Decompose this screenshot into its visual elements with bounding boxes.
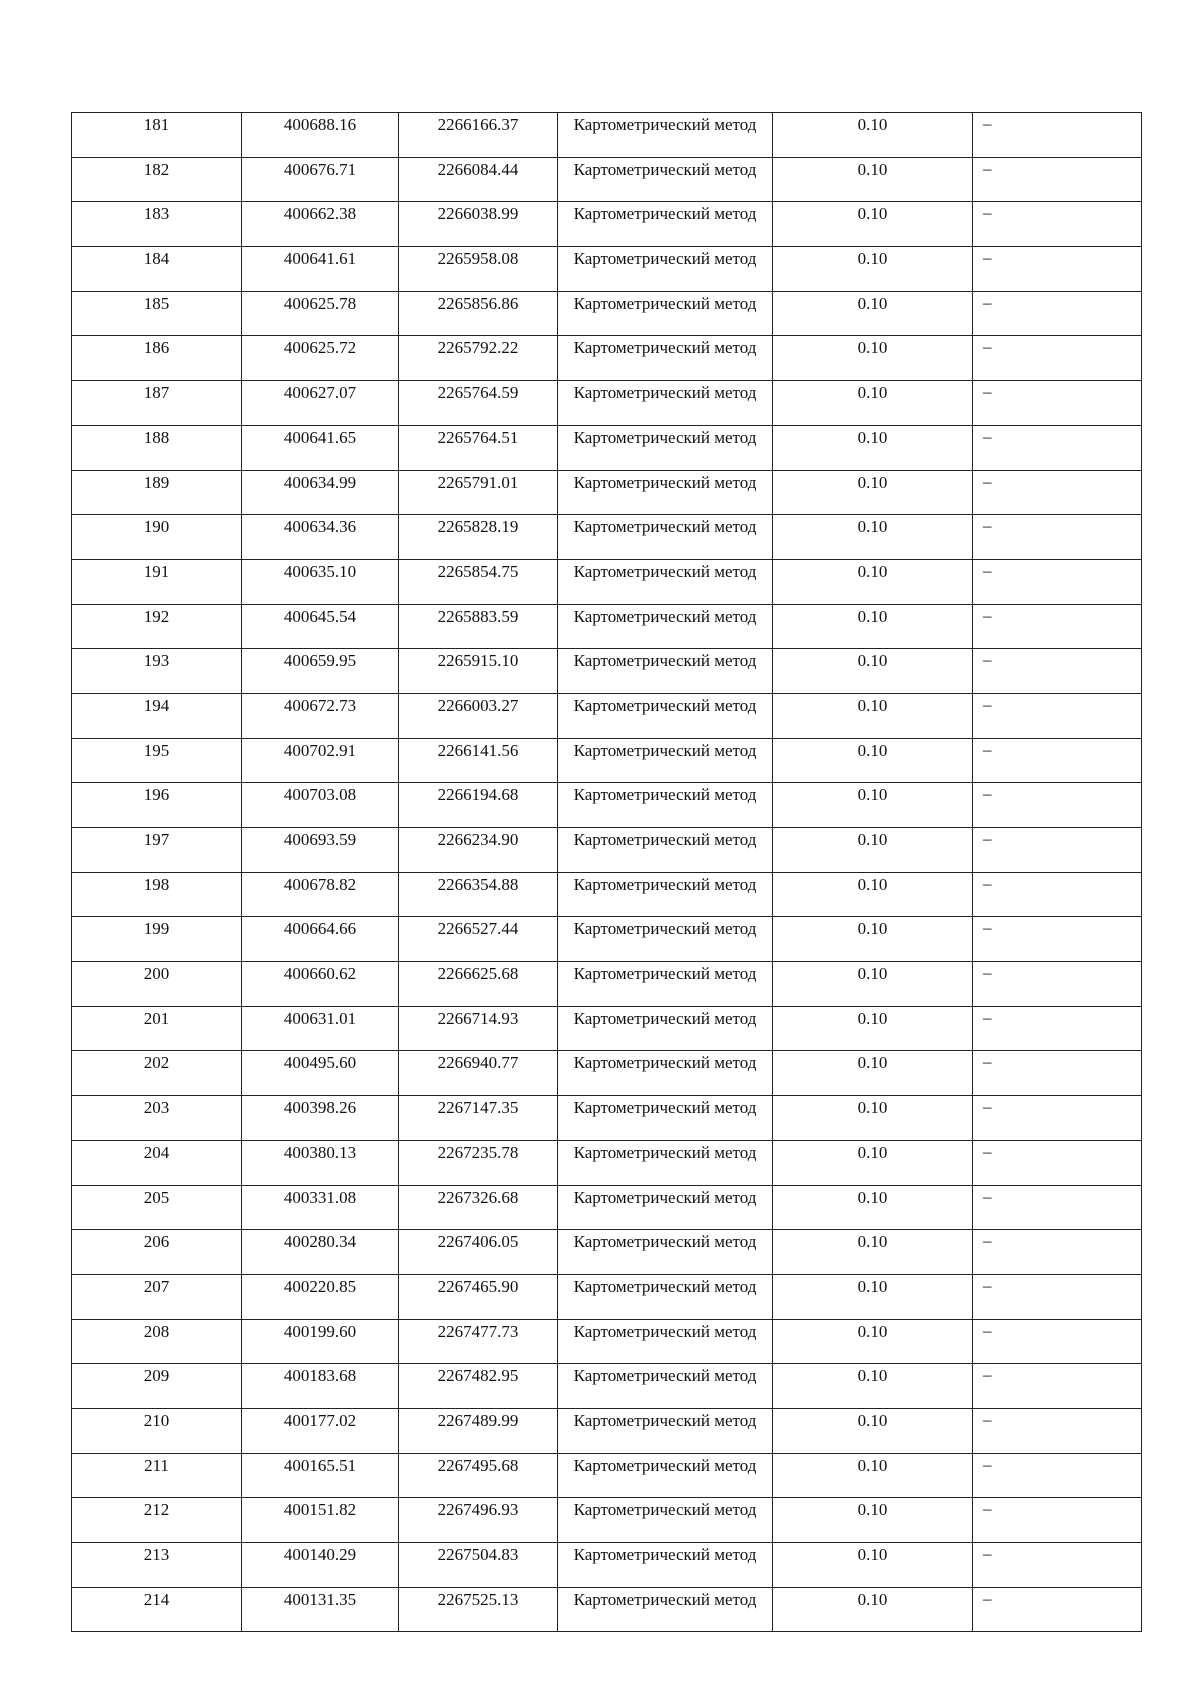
note-cell: – [973, 604, 1142, 649]
table-row [72, 381, 1142, 426]
y-coordinate-cell: 2266194.68 [399, 783, 558, 828]
x-coordinate-cell: 400693.59 [242, 828, 399, 873]
table-row [72, 157, 1142, 202]
method-cell: Картометрический метод [558, 872, 773, 917]
y-coordinate-cell: 2267482.95 [399, 1364, 558, 1409]
point-number-cell: 212 [72, 1498, 242, 1543]
note-cell: – [973, 828, 1142, 873]
precision-cell: 0.10 [773, 1364, 973, 1409]
y-coordinate-cell: 2266234.90 [399, 828, 558, 873]
table-row [72, 1364, 1142, 1409]
precision-cell: 0.10 [773, 693, 973, 738]
x-coordinate-cell: 400702.91 [242, 738, 399, 783]
table-row [72, 1230, 1142, 1275]
x-coordinate-cell: 400177.02 [242, 1408, 399, 1453]
method-cell: Картометрический метод [558, 1543, 773, 1588]
point-number-cell: 182 [72, 157, 242, 202]
method-cell: Картометрический метод [558, 1587, 773, 1632]
precision-cell: 0.10 [773, 604, 973, 649]
point-number-cell: 188 [72, 425, 242, 470]
coordinates-table-container [71, 112, 1141, 1632]
note-cell: – [973, 1230, 1142, 1275]
point-number-cell: 181 [72, 113, 242, 158]
table-row [72, 1587, 1142, 1632]
method-cell: Картометрический метод [558, 1096, 773, 1141]
x-coordinate-cell: 400199.60 [242, 1319, 399, 1364]
precision-cell: 0.10 [773, 113, 973, 158]
point-number-cell: 187 [72, 381, 242, 426]
precision-cell: 0.10 [773, 381, 973, 426]
precision-cell: 0.10 [773, 470, 973, 515]
table-row [72, 693, 1142, 738]
method-cell: Картометрический метод [558, 1364, 773, 1409]
note-cell: – [973, 381, 1142, 426]
point-number-cell: 204 [72, 1140, 242, 1185]
note-cell: – [973, 1543, 1142, 1588]
x-coordinate-cell: 400380.13 [242, 1140, 399, 1185]
table-row [72, 1096, 1142, 1141]
table-row [72, 1051, 1142, 1096]
y-coordinate-cell: 2265854.75 [399, 559, 558, 604]
method-cell: Картометрический метод [558, 425, 773, 470]
precision-cell: 0.10 [773, 828, 973, 873]
note-cell: – [973, 738, 1142, 783]
point-number-cell: 210 [72, 1408, 242, 1453]
note-cell: – [973, 291, 1142, 336]
method-cell: Картометрический метод [558, 738, 773, 783]
precision-cell: 0.10 [773, 1185, 973, 1230]
y-coordinate-cell: 2267465.90 [399, 1274, 558, 1319]
coordinates-table [71, 112, 1142, 1632]
method-cell: Картометрический метод [558, 470, 773, 515]
note-cell: – [973, 202, 1142, 247]
note-cell: – [973, 1185, 1142, 1230]
note-cell: – [973, 1006, 1142, 1051]
note-cell: – [973, 515, 1142, 560]
table-row [72, 425, 1142, 470]
method-cell: Картометрический метод [558, 783, 773, 828]
table-row [72, 247, 1142, 292]
method-cell: Картометрический метод [558, 157, 773, 202]
method-cell: Картометрический метод [558, 1408, 773, 1453]
precision-cell: 0.10 [773, 1140, 973, 1185]
x-coordinate-cell: 400659.95 [242, 649, 399, 694]
x-coordinate-cell: 400678.82 [242, 872, 399, 917]
method-cell: Картометрический метод [558, 1498, 773, 1543]
x-coordinate-cell: 400331.08 [242, 1185, 399, 1230]
point-number-cell: 202 [72, 1051, 242, 1096]
point-number-cell: 199 [72, 917, 242, 962]
x-coordinate-cell: 400631.01 [242, 1006, 399, 1051]
x-coordinate-cell: 400183.68 [242, 1364, 399, 1409]
note-cell: – [973, 1096, 1142, 1141]
point-number-cell: 184 [72, 247, 242, 292]
method-cell: Картометрический метод [558, 381, 773, 426]
y-coordinate-cell: 2266166.37 [399, 113, 558, 158]
precision-cell: 0.10 [773, 962, 973, 1007]
note-cell: – [973, 1319, 1142, 1364]
method-cell: Картометрический метод [558, 604, 773, 649]
x-coordinate-cell: 400131.35 [242, 1587, 399, 1632]
precision-cell: 0.10 [773, 1274, 973, 1319]
precision-cell: 0.10 [773, 559, 973, 604]
table-body [72, 113, 1142, 1632]
y-coordinate-cell: 2267504.83 [399, 1543, 558, 1588]
point-number-cell: 211 [72, 1453, 242, 1498]
x-coordinate-cell: 400664.66 [242, 917, 399, 962]
point-number-cell: 207 [72, 1274, 242, 1319]
precision-cell: 0.10 [773, 738, 973, 783]
table-row [72, 872, 1142, 917]
table-row [72, 291, 1142, 336]
x-coordinate-cell: 400641.65 [242, 425, 399, 470]
y-coordinate-cell: 2267406.05 [399, 1230, 558, 1275]
table-row [72, 828, 1142, 873]
x-coordinate-cell: 400688.16 [242, 113, 399, 158]
note-cell: – [973, 1364, 1142, 1409]
precision-cell: 0.10 [773, 291, 973, 336]
y-coordinate-cell: 2266940.77 [399, 1051, 558, 1096]
precision-cell: 0.10 [773, 917, 973, 962]
point-number-cell: 189 [72, 470, 242, 515]
y-coordinate-cell: 2265828.19 [399, 515, 558, 560]
method-cell: Картометрический метод [558, 917, 773, 962]
table-row [72, 1319, 1142, 1364]
precision-cell: 0.10 [773, 1006, 973, 1051]
table-row [72, 1543, 1142, 1588]
point-number-cell: 205 [72, 1185, 242, 1230]
table-row [72, 515, 1142, 560]
y-coordinate-cell: 2266714.93 [399, 1006, 558, 1051]
y-coordinate-cell: 2265764.51 [399, 425, 558, 470]
x-coordinate-cell: 400627.07 [242, 381, 399, 426]
table-row [72, 113, 1142, 158]
x-coordinate-cell: 400676.71 [242, 157, 399, 202]
x-coordinate-cell: 400495.60 [242, 1051, 399, 1096]
method-cell: Картометрический метод [558, 291, 773, 336]
method-cell: Картометрический метод [558, 202, 773, 247]
method-cell: Картометрический метод [558, 1006, 773, 1051]
x-coordinate-cell: 400660.62 [242, 962, 399, 1007]
x-coordinate-cell: 400645.54 [242, 604, 399, 649]
x-coordinate-cell: 400280.34 [242, 1230, 399, 1275]
point-number-cell: 197 [72, 828, 242, 873]
x-coordinate-cell: 400635.10 [242, 559, 399, 604]
note-cell: – [973, 917, 1142, 962]
y-coordinate-cell: 2265792.22 [399, 336, 558, 381]
y-coordinate-cell: 2265856.86 [399, 291, 558, 336]
x-coordinate-cell: 400151.82 [242, 1498, 399, 1543]
point-number-cell: 183 [72, 202, 242, 247]
method-cell: Картометрический метод [558, 649, 773, 694]
precision-cell: 0.10 [773, 515, 973, 560]
point-number-cell: 214 [72, 1587, 242, 1632]
point-number-cell: 196 [72, 783, 242, 828]
table-row [72, 1140, 1142, 1185]
note-cell: – [973, 247, 1142, 292]
table-row [72, 470, 1142, 515]
x-coordinate-cell: 400703.08 [242, 783, 399, 828]
y-coordinate-cell: 2266038.99 [399, 202, 558, 247]
table-row [72, 649, 1142, 694]
method-cell: Картометрический метод [558, 1319, 773, 1364]
table-row [72, 1274, 1142, 1319]
note-cell: – [973, 470, 1142, 515]
precision-cell: 0.10 [773, 872, 973, 917]
note-cell: – [973, 649, 1142, 694]
precision-cell: 0.10 [773, 783, 973, 828]
precision-cell: 0.10 [773, 1319, 973, 1364]
y-coordinate-cell: 2267495.68 [399, 1453, 558, 1498]
method-cell: Картометрический метод [558, 113, 773, 158]
precision-cell: 0.10 [773, 1453, 973, 1498]
method-cell: Картометрический метод [558, 247, 773, 292]
method-cell: Картометрический метод [558, 1453, 773, 1498]
note-cell: – [973, 962, 1142, 1007]
note-cell: – [973, 872, 1142, 917]
note-cell: – [973, 425, 1142, 470]
point-number-cell: 213 [72, 1543, 242, 1588]
precision-cell: 0.10 [773, 1096, 973, 1141]
table-row [72, 559, 1142, 604]
y-coordinate-cell: 2265764.59 [399, 381, 558, 426]
x-coordinate-cell: 400625.78 [242, 291, 399, 336]
point-number-cell: 185 [72, 291, 242, 336]
y-coordinate-cell: 2266003.27 [399, 693, 558, 738]
x-coordinate-cell: 400662.38 [242, 202, 399, 247]
note-cell: – [973, 783, 1142, 828]
y-coordinate-cell: 2267477.73 [399, 1319, 558, 1364]
note-cell: – [973, 1453, 1142, 1498]
precision-cell: 0.10 [773, 1498, 973, 1543]
point-number-cell: 192 [72, 604, 242, 649]
point-number-cell: 208 [72, 1319, 242, 1364]
y-coordinate-cell: 2267525.13 [399, 1587, 558, 1632]
note-cell: – [973, 1051, 1142, 1096]
precision-cell: 0.10 [773, 649, 973, 694]
note-cell: – [973, 1498, 1142, 1543]
precision-cell: 0.10 [773, 1408, 973, 1453]
x-coordinate-cell: 400634.99 [242, 470, 399, 515]
method-cell: Картометрический метод [558, 336, 773, 381]
table-row [72, 1453, 1142, 1498]
method-cell: Картометрический метод [558, 559, 773, 604]
note-cell: – [973, 1140, 1142, 1185]
y-coordinate-cell: 2265958.08 [399, 247, 558, 292]
point-number-cell: 191 [72, 559, 242, 604]
method-cell: Картометрический метод [558, 962, 773, 1007]
y-coordinate-cell: 2267326.68 [399, 1185, 558, 1230]
y-coordinate-cell: 2265915.10 [399, 649, 558, 694]
precision-cell: 0.10 [773, 157, 973, 202]
y-coordinate-cell: 2266527.44 [399, 917, 558, 962]
note-cell: – [973, 1408, 1142, 1453]
x-coordinate-cell: 400641.61 [242, 247, 399, 292]
y-coordinate-cell: 2266625.68 [399, 962, 558, 1007]
note-cell: – [973, 559, 1142, 604]
table-row [72, 783, 1142, 828]
point-number-cell: 200 [72, 962, 242, 1007]
x-coordinate-cell: 400634.36 [242, 515, 399, 560]
note-cell: – [973, 1587, 1142, 1632]
y-coordinate-cell: 2265883.59 [399, 604, 558, 649]
x-coordinate-cell: 400140.29 [242, 1543, 399, 1588]
point-number-cell: 206 [72, 1230, 242, 1275]
precision-cell: 0.10 [773, 336, 973, 381]
note-cell: – [973, 336, 1142, 381]
method-cell: Картометрический метод [558, 693, 773, 738]
x-coordinate-cell: 400625.72 [242, 336, 399, 381]
method-cell: Картометрический метод [558, 1185, 773, 1230]
point-number-cell: 203 [72, 1096, 242, 1141]
method-cell: Картометрический метод [558, 515, 773, 560]
note-cell: – [973, 157, 1142, 202]
table-row [72, 1006, 1142, 1051]
point-number-cell: 209 [72, 1364, 242, 1409]
table-row [72, 1408, 1142, 1453]
note-cell: – [973, 1274, 1142, 1319]
x-coordinate-cell: 400672.73 [242, 693, 399, 738]
point-number-cell: 194 [72, 693, 242, 738]
x-coordinate-cell: 400220.85 [242, 1274, 399, 1319]
table-row [72, 917, 1142, 962]
method-cell: Картометрический метод [558, 828, 773, 873]
point-number-cell: 193 [72, 649, 242, 694]
point-number-cell: 198 [72, 872, 242, 917]
table-row [72, 738, 1142, 783]
precision-cell: 0.10 [773, 247, 973, 292]
y-coordinate-cell: 2266354.88 [399, 872, 558, 917]
y-coordinate-cell: 2266084.44 [399, 157, 558, 202]
x-coordinate-cell: 400165.51 [242, 1453, 399, 1498]
method-cell: Картометрический метод [558, 1140, 773, 1185]
note-cell: – [973, 113, 1142, 158]
x-coordinate-cell: 400398.26 [242, 1096, 399, 1141]
point-number-cell: 201 [72, 1006, 242, 1051]
table-row [72, 202, 1142, 247]
precision-cell: 0.10 [773, 1051, 973, 1096]
precision-cell: 0.10 [773, 1587, 973, 1632]
table-row [72, 1185, 1142, 1230]
point-number-cell: 195 [72, 738, 242, 783]
y-coordinate-cell: 2267496.93 [399, 1498, 558, 1543]
table-row [72, 604, 1142, 649]
precision-cell: 0.10 [773, 202, 973, 247]
point-number-cell: 186 [72, 336, 242, 381]
table-row [72, 1498, 1142, 1543]
note-cell: – [973, 693, 1142, 738]
y-coordinate-cell: 2267235.78 [399, 1140, 558, 1185]
y-coordinate-cell: 2267489.99 [399, 1408, 558, 1453]
precision-cell: 0.10 [773, 1230, 973, 1275]
y-coordinate-cell: 2267147.35 [399, 1096, 558, 1141]
precision-cell: 0.10 [773, 425, 973, 470]
precision-cell: 0.10 [773, 1543, 973, 1588]
y-coordinate-cell: 2266141.56 [399, 738, 558, 783]
method-cell: Картометрический метод [558, 1230, 773, 1275]
table-row [72, 336, 1142, 381]
point-number-cell: 190 [72, 515, 242, 560]
y-coordinate-cell: 2265791.01 [399, 470, 558, 515]
method-cell: Картометрический метод [558, 1274, 773, 1319]
method-cell: Картометрический метод [558, 1051, 773, 1096]
table-row [72, 962, 1142, 1007]
